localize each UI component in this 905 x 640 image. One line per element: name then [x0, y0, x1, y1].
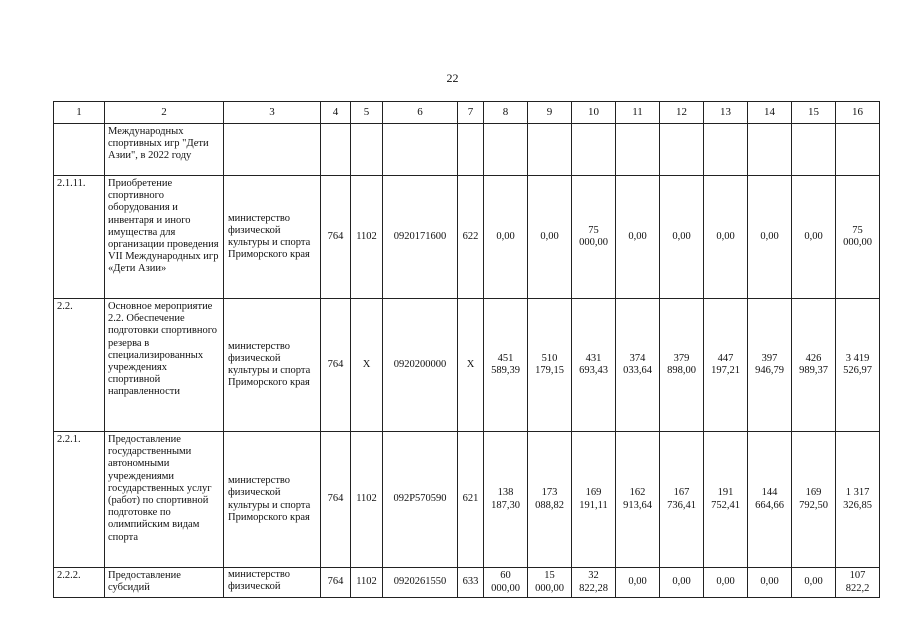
cell [572, 124, 616, 176]
cell: 0,00 [528, 176, 572, 299]
column-header: 15 [792, 102, 836, 124]
item-name: Международных спортивных игр "Дети Азии", в 2022 году [105, 124, 224, 176]
executor: министерство физической культуры и спорта Приморского края [224, 176, 321, 299]
column-header: 14 [748, 102, 792, 124]
executor: министерство физической культуры и спорта Приморского края [224, 432, 321, 568]
item-number: 2.2.1. [54, 432, 105, 568]
cell [836, 124, 880, 176]
cell: 191 752,41 [704, 432, 748, 568]
cell: 167 736,41 [660, 432, 704, 568]
cell: 374 033,64 [616, 299, 660, 432]
cell [351, 124, 383, 176]
table-row [54, 568, 880, 598]
cell: 60 000,00 [484, 568, 528, 598]
cell: 0,00 [792, 568, 836, 598]
header-row [54, 102, 880, 124]
cell [484, 124, 528, 176]
cell: 092P570590 [383, 432, 458, 568]
item-name: Предоставление субсидий [105, 568, 224, 598]
cell: 1102 [351, 568, 383, 598]
budget-table [53, 101, 880, 598]
item-number [54, 124, 105, 176]
item-number: 2.2. [54, 299, 105, 432]
cell: 75 000,00 [572, 176, 616, 299]
column-header: 16 [836, 102, 880, 124]
cell [792, 124, 836, 176]
cell: 431 693,43 [572, 299, 616, 432]
item-name: Приобретение спортивного оборудования и инвентаря и иного имущества для организации проведения VII Международных игр «Дети Азии» [105, 176, 224, 299]
cell: 0,00 [704, 568, 748, 598]
cell: 138 187,30 [484, 432, 528, 568]
cell: 764 [321, 432, 351, 568]
table-row [54, 176, 880, 299]
column-header: 8 [484, 102, 528, 124]
column-header: 11 [616, 102, 660, 124]
cell [616, 124, 660, 176]
cell [383, 124, 458, 176]
cell: 1 317 326,85 [836, 432, 880, 568]
cell: 0,00 [616, 568, 660, 598]
cell: 0,00 [792, 176, 836, 299]
cell: 622 [458, 176, 484, 299]
page-number: 22 [446, 71, 459, 85]
cell: 379 898,00 [660, 299, 704, 432]
cell: 15 000,00 [528, 568, 572, 598]
column-header: 4 [321, 102, 351, 124]
column-header: 2 [105, 102, 224, 124]
cell [321, 124, 351, 176]
cell: 0,00 [660, 568, 704, 598]
cell: 169 191,11 [572, 432, 616, 568]
item-name: Предоставление государственными автономными учреждениями государственных услуг (работ) по спортивной подготовке по олимпийским видам спорта [105, 432, 224, 568]
cell: 426 989,37 [792, 299, 836, 432]
item-name: Основное мероприятие 2.2. Обеспечение подготовки спортивного резерва в специализированных учреждениях спортивной направленности [105, 299, 224, 432]
cell: 764 [321, 568, 351, 598]
cell: 510 179,15 [528, 299, 572, 432]
table-row [54, 432, 880, 568]
cell: 764 [321, 299, 351, 432]
cell: 0920261550 [383, 568, 458, 598]
cell: 0,00 [748, 176, 792, 299]
cell [528, 124, 572, 176]
cell: 0920200000 [383, 299, 458, 432]
executor: министерство физической [224, 568, 321, 598]
cell: 1102 [351, 176, 383, 299]
table-row [54, 299, 880, 432]
cell: 1102 [351, 432, 383, 568]
column-header: 3 [224, 102, 321, 124]
cell: 633 [458, 568, 484, 598]
column-header: 9 [528, 102, 572, 124]
executor: министерство физической культуры и спорта Приморского края [224, 299, 321, 432]
cell: 447 197,21 [704, 299, 748, 432]
cell: 0,00 [704, 176, 748, 299]
cell: 75 000,00 [836, 176, 880, 299]
cell: 169 792,50 [792, 432, 836, 568]
column-header: 1 [54, 102, 105, 124]
cell: 32 822,28 [572, 568, 616, 598]
cell: X [351, 299, 383, 432]
cell [660, 124, 704, 176]
cell: 764 [321, 176, 351, 299]
cell: 0,00 [748, 568, 792, 598]
column-header: 13 [704, 102, 748, 124]
cell: 0920171600 [383, 176, 458, 299]
item-number: 2.2.2. [54, 568, 105, 598]
cell: 0,00 [484, 176, 528, 299]
cell: X [458, 299, 484, 432]
item-number: 2.1.11. [54, 176, 105, 299]
column-header: 10 [572, 102, 616, 124]
cell: 0,00 [616, 176, 660, 299]
cell: 451 589,39 [484, 299, 528, 432]
column-header: 12 [660, 102, 704, 124]
cell: 621 [458, 432, 484, 568]
cell [748, 124, 792, 176]
cell [704, 124, 748, 176]
cell: 144 664,66 [748, 432, 792, 568]
column-header: 7 [458, 102, 484, 124]
cell: 0,00 [660, 176, 704, 299]
table-row [54, 124, 880, 176]
cell: 397 946,79 [748, 299, 792, 432]
column-header: 5 [351, 102, 383, 124]
executor [224, 124, 321, 176]
cell: 3 419 526,97 [836, 299, 880, 432]
column-header: 6 [383, 102, 458, 124]
cell: 107 822,2 [836, 568, 880, 598]
cell: 162 913,64 [616, 432, 660, 568]
cell: 173 088,82 [528, 432, 572, 568]
cell [458, 124, 484, 176]
